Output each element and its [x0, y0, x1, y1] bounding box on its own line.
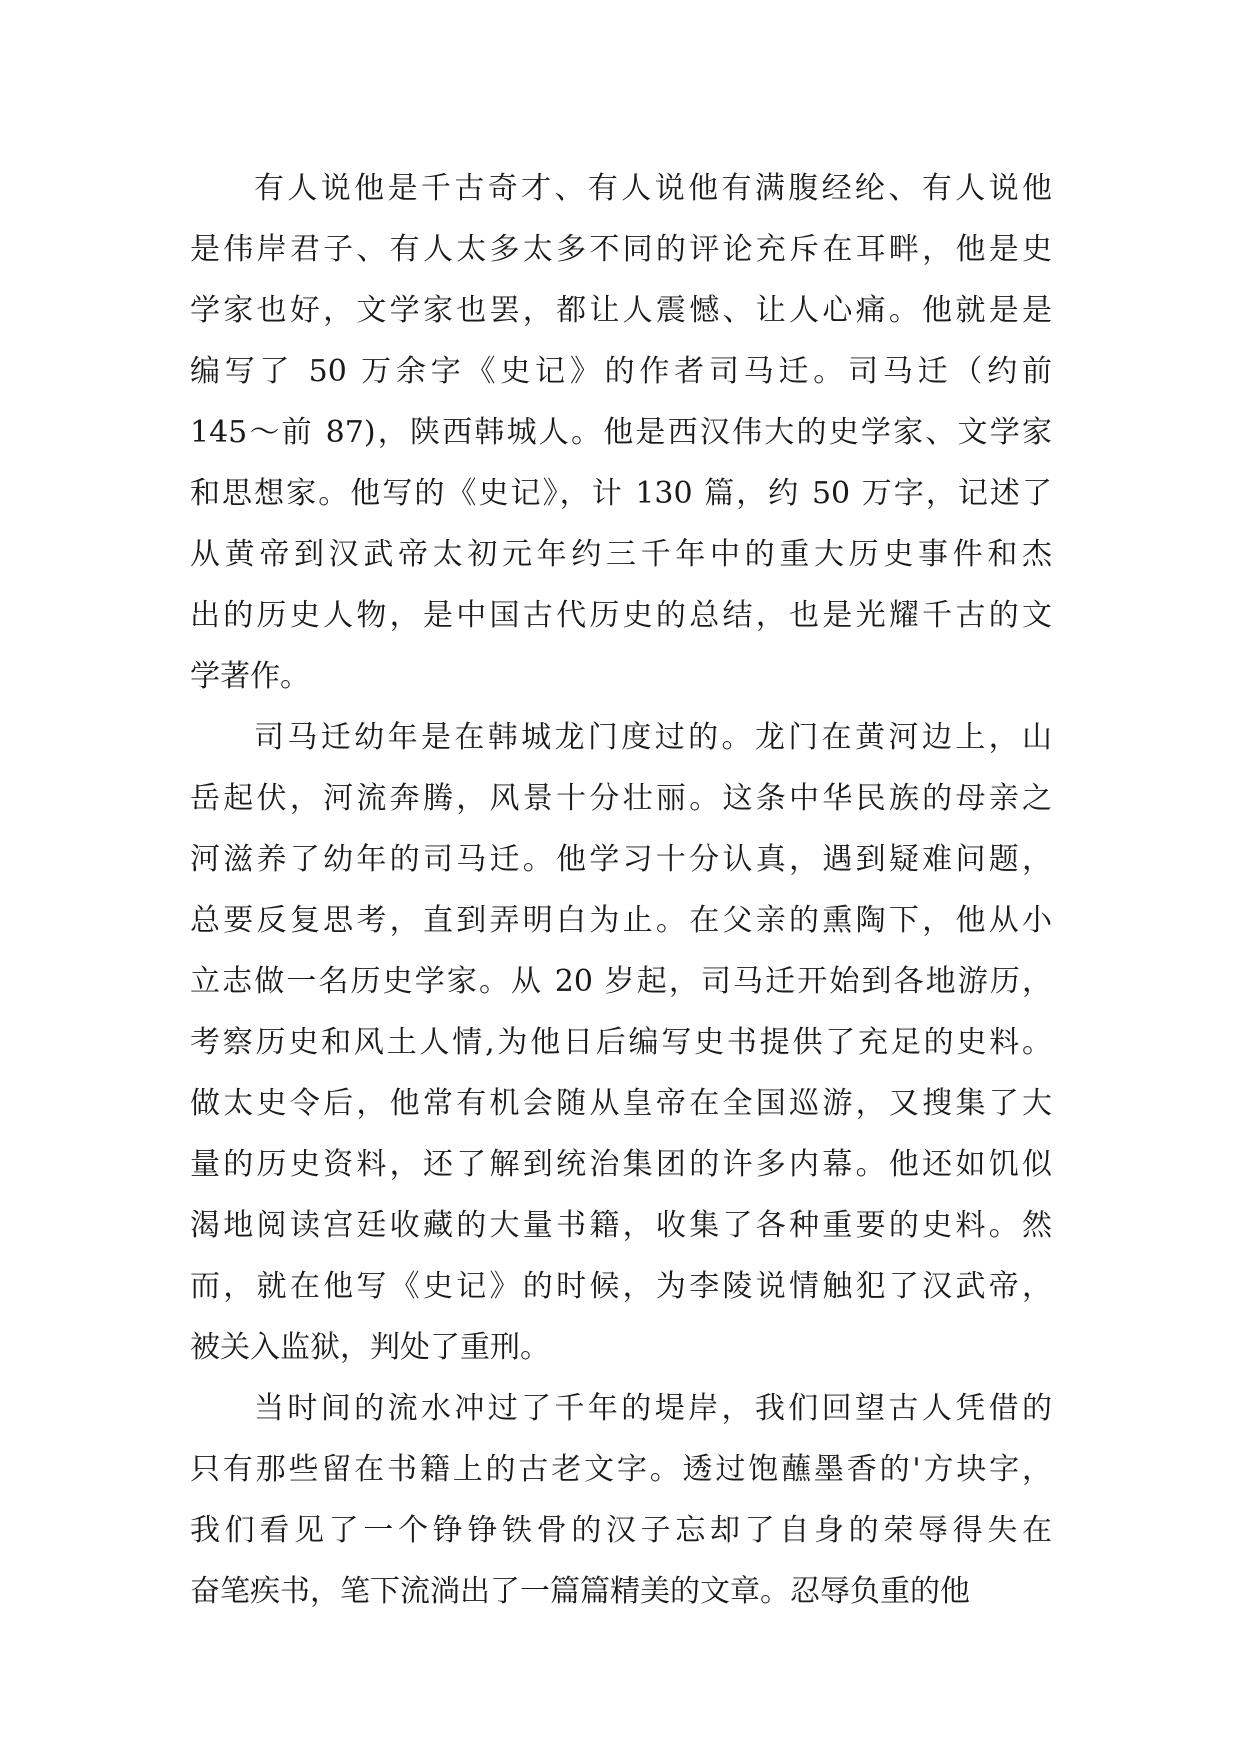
text-line: 学家也好，文学家也罢，都让人震憾、让人心痛。他就是是 [190, 293, 1052, 328]
text-line: 有人说他是千古奇才、有人说他有满腹经纶、有人说他 [254, 171, 1052, 206]
text-line: 而，就在他写《史记》的时候，为李陵说情触犯了汉武帝， [190, 1269, 1052, 1304]
text-line: 和思想家。他写的《史记》，计 130 篇，约 50 万字，记述了 [190, 476, 1052, 511]
text-line: 渴地阅读宫廷收藏的大量书籍，收集了各种重要的史料。然 [190, 1208, 1052, 1243]
text-line: 是伟岸君子、有人太多太多不同的评论充斥在耳畔，他是史 [190, 232, 1052, 267]
text-line: 做太史令后，他常有机会随从皇帝在全国巡游，又搜集了大 [190, 1086, 1052, 1121]
paragraph-2 [190, 707, 1052, 1378]
text-line: 河滋养了幼年的司马迁。他学习十分认真，遇到疑难问题， [190, 842, 1052, 877]
text-line: 考察历史和风土人情,为他日后编写史书提供了充足的史料。 [190, 1025, 1052, 1060]
paragraph-1 [190, 158, 1052, 707]
document-body [190, 158, 1052, 1622]
text-line: 145～前 87)，陕西韩城人。他是西汉伟大的史学家、文学家 [190, 415, 1052, 450]
text-line: 量的历史资料，还了解到统治集团的许多内幕。他还如饥似 [190, 1147, 1052, 1182]
paragraph-3 [190, 1378, 1052, 1622]
text-line: 岳起伏，河流奔腾，风景十分壮丽。这条中华民族的母亲之 [190, 781, 1052, 816]
text-line: 司马迁幼年是在韩城龙门度过的。龙门在黄河边上，山 [254, 720, 1052, 755]
text-line: 学著作。 [190, 659, 310, 694]
text-line: 当时间的流水冲过了千年的堤岸，我们回望古人凭借的 [254, 1391, 1052, 1426]
text-line: 立志做一名历史学家。从 20 岁起，司马迁开始到各地游历， [190, 964, 1052, 999]
text-line: 奋笔疾书，笔下流淌出了一篇篇精美的文章。忍辱负重的他 [190, 1574, 970, 1609]
text-line: 总要反复思考，直到弄明白为止。在父亲的熏陶下，他从小 [190, 903, 1052, 938]
text-line: 编写了 50 万余字《史记》的作者司马迁。司马迁（约前 [190, 354, 1052, 389]
text-line: 我们看见了一个铮铮铁骨的汉子忘却了自身的荣辱得失在 [190, 1513, 1052, 1548]
text-line: 只有那些留在书籍上的古老文字。透过饱蘸墨香的'方块字， [190, 1452, 1052, 1487]
text-line: 出的历史人物，是中国古代历史的总结，也是光耀千古的文 [190, 598, 1052, 633]
text-line: 被关入监狱，判处了重刑。 [190, 1330, 550, 1365]
text-line: 从黄帝到汉武帝太初元年约三千年中的重大历史事件和杰 [190, 537, 1052, 572]
